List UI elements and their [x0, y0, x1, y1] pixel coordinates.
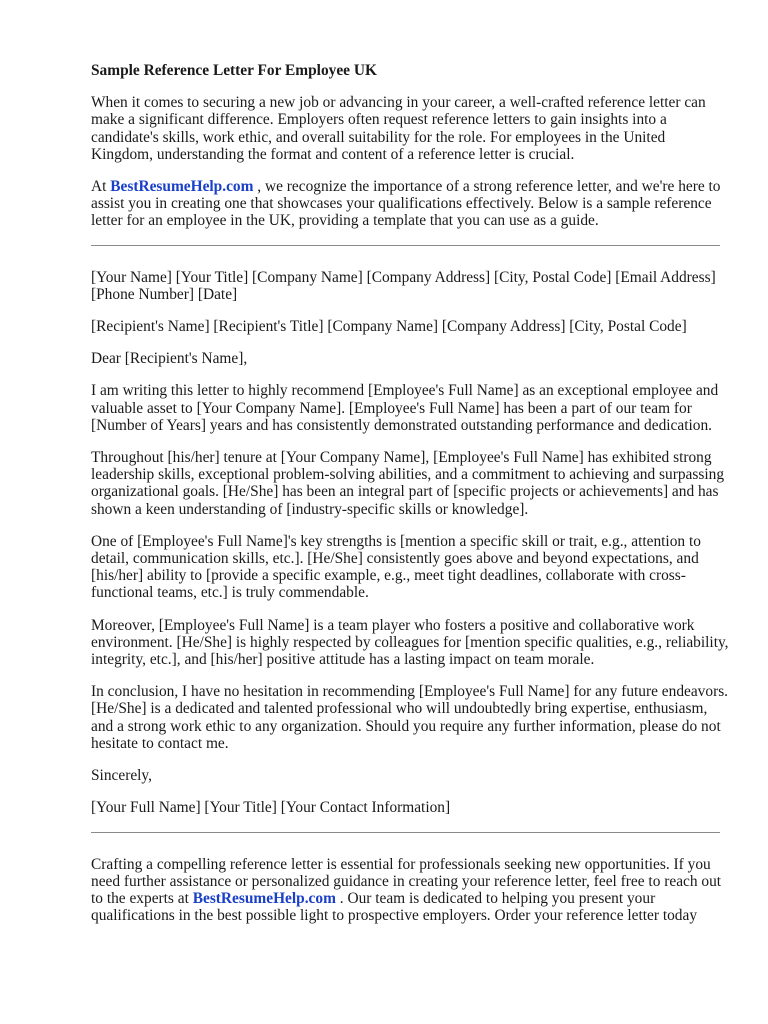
- divider-top: [91, 245, 720, 246]
- brand-link[interactable]: BestResumeHelp.com: [110, 178, 254, 196]
- salutation: Dear [Recipient's Name],: [91, 350, 248, 368]
- sender-block: [Your Name] [Your Title] [Company Name] [Company Address] [City, Postal Code] [Email Address] [Phone Number] [Date]: [91, 268, 716, 303]
- letter-paragraph-4: Moreover, [Employee's Full Name] is a team player who fosters a positive and collaborative work environment. [He/She] is highly respected by colleagues for [mention specific qualities, e.g., reliability, integrity, etc.], and [his/her] positive attitude has a lasting impact on team morale.: [91, 616, 729, 669]
- signature-block: [Your Full Name] [Your Title] [Your Contact Information]: [91, 799, 451, 817]
- divider-bottom: [91, 832, 720, 833]
- closing: Sincerely,: [91, 767, 152, 785]
- document-page: [91, 62, 731, 939]
- outro-paragraph: [91, 856, 731, 925]
- brand-prefix: At: [91, 178, 111, 196]
- letter-paragraph-3: One of [Employee's Full Name]'s key strengths is [mention a specific skill or trait, e.g., attention to detail, communication skills, etc.]. [He/She] consistently goes above and beyond expectations, and [his/her] ability to [provide a specific example, e.g., meet tight deadlines, collaborate with cross-functional teams, etc.] is truly commendable.: [91, 532, 701, 602]
- letter-paragraph-1: I am writing this letter to highly recommend [Employee's Full Name] as an exceptional employee and valuable asset to [Your Company Name]. [Employee's Full Name] has been a part of our team for [Number of Years] years and has consistently demonstrated outstanding performance and dedication.: [91, 382, 719, 434]
- recipient-block: [Recipient's Name] [Recipient's Title] [Company Name] [Company Address] [City, Postal Code]: [91, 318, 687, 336]
- letter-paragraph-2: Throughout [his/her] tenure at [Your Company Name], [Employee's Full Name] has exhibited strong leadership skills, exceptional problem-solving abilities, and a commitment to achieving and surpassing organizational goals. [He/She] has been an integral part of [specific projects or achievements] and has shown a keen understanding of [industry-specific skills or knowledge].: [91, 449, 725, 518]
- intro-paragraph: When it comes to securing a new job or advancing in your career, a well-crafted reference letter can make a significant difference. Employers often request reference letters to gain insights into a candidate's skills, work ethic, and overall suitability for the role. For employees in the United Kingdom, understanding the format and content of a reference letter is crucial.: [91, 94, 706, 163]
- brand-suffix: , we recognize the importance of a strong reference letter, and we're here to assist you in creating one that showcases your qualifications effectively. Below is a sample reference letter for an employee in the UK, providing a template that you can use as a guide.: [91, 178, 721, 230]
- document-title: Sample Reference Letter For Employee UK: [91, 62, 377, 79]
- outro-text-b: . Our team is dedicated to helping you present your qualifications in the best possible light to prospective employers. Order your reference letter today: [91, 889, 698, 925]
- outro-link[interactable]: BestResumeHelp.com: [192, 889, 336, 907]
- brand-paragraph: [91, 178, 731, 230]
- letter-paragraph-5: In conclusion, I have no hesitation in recommending [Employee's Full Name] for any future endeavors. [He/She] is a dedicated and talented professional who will undoubtedly bring expertise, enthusiasm, and a strong work ethic to any organization. Should you require any further information, please do not hesitate to contact me.: [91, 683, 729, 752]
- outro-text-a: Crafting a compelling reference letter is essential for professionals seeking new opportunities. If you need further assistance or personalized guidance in creating your reference letter, feel free to reach out to the experts at: [91, 855, 722, 907]
